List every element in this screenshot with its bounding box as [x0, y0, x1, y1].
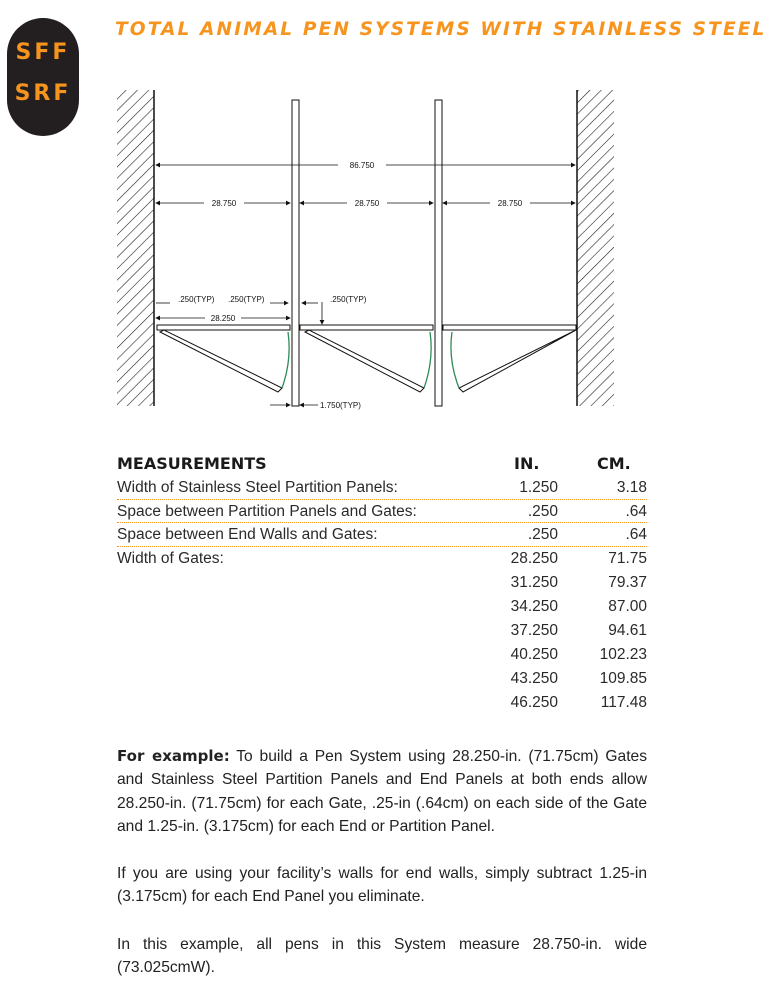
header-inches: IN. — [514, 454, 540, 473]
left-end-wall — [117, 90, 154, 406]
table-row: 46.250 117.48 — [510, 693, 647, 711]
result-paragraph: In this example, all pens in this System measure 28.750-in. wide (73.025cmW). — [117, 936, 647, 977]
table-header — [117, 452, 647, 476]
example-paragraph — [117, 745, 647, 839]
table-row: 37.250 94.61 — [510, 621, 647, 639]
partition-panel-2 — [435, 100, 442, 406]
gate-closed-1 — [157, 325, 290, 330]
dim-label-panel: 1.750(TYP) — [320, 401, 361, 410]
gate-closed-3 — [443, 325, 576, 330]
gate-swing-arc-2 — [424, 332, 431, 388]
example-lead: For example: — [117, 747, 230, 765]
table-row: 43.250 109.85 — [510, 669, 647, 687]
table-row: Space between Partition Panels and Gates: .250 .64 — [117, 500, 647, 524]
header-measurements: MEASUREMENTS — [117, 454, 267, 473]
badge-code-srf: SRF — [14, 81, 72, 106]
dim-label-overall: 86.750 — [349, 161, 375, 170]
table-row: 31.250 79.37 — [510, 573, 647, 591]
example-body: To build a Pen System using 28.250-in. (71.75cm) Gates and Stainless Steel Partition Panels and End Panels at both ends allow 28.250-in. (71.75cm) for each Gate, .25-in (.64cm) on each side of the Gate and 1.25-in. (3.175cm) for each End or Partition Panel. — [117, 748, 648, 836]
dim-label-pen-3: 28.750 — [497, 199, 523, 208]
gate-open-1 — [160, 330, 282, 392]
table-row: Width of Stainless Steel Partition Panels: 1.250 3.18 — [117, 476, 647, 500]
table-row: Width of Gates: 28.250 71.75 — [117, 549, 647, 567]
gate-open-3 — [459, 330, 576, 392]
dim-label-pen-2: 28.750 — [354, 199, 380, 208]
dim-label-gap-3: .250(TYP) — [330, 295, 367, 304]
table-row: 40.250 102.23 — [510, 645, 647, 663]
partition-panel-1 — [292, 100, 299, 406]
badge-code-sff: SFF — [15, 40, 71, 65]
gate-closed-2 — [300, 325, 433, 330]
facility-walls-paragraph: If you are using your facility’s walls for end walls, simply subtract 1.25-in (3.175cm) for each End Panel you eliminate. — [117, 865, 647, 906]
right-end-wall — [577, 90, 614, 406]
header-centimeters: CM. — [597, 454, 631, 473]
dim-label-gate: 28.250 — [210, 314, 236, 323]
dim-label-pen-1: 28.750 — [211, 199, 237, 208]
page-heading: TOTAL ANIMAL PEN SYSTEMS WITH STAINLESS STEEL — [115, 19, 767, 40]
dim-label-gap-1: .250(TYP) — [178, 295, 215, 304]
pen-layout-diagram — [0, 80, 777, 420]
dim-label-gap-2: .250(TYP) — [228, 295, 265, 304]
gate-swing-arc-1 — [282, 332, 289, 388]
measurements-table — [117, 452, 647, 715]
table-row: 34.250 87.00 — [510, 597, 647, 615]
gate-swing-arc-3 — [451, 332, 459, 388]
table-row: Space between End Walls and Gates: .250 .64 — [117, 523, 647, 547]
gate-open-2 — [305, 330, 424, 392]
